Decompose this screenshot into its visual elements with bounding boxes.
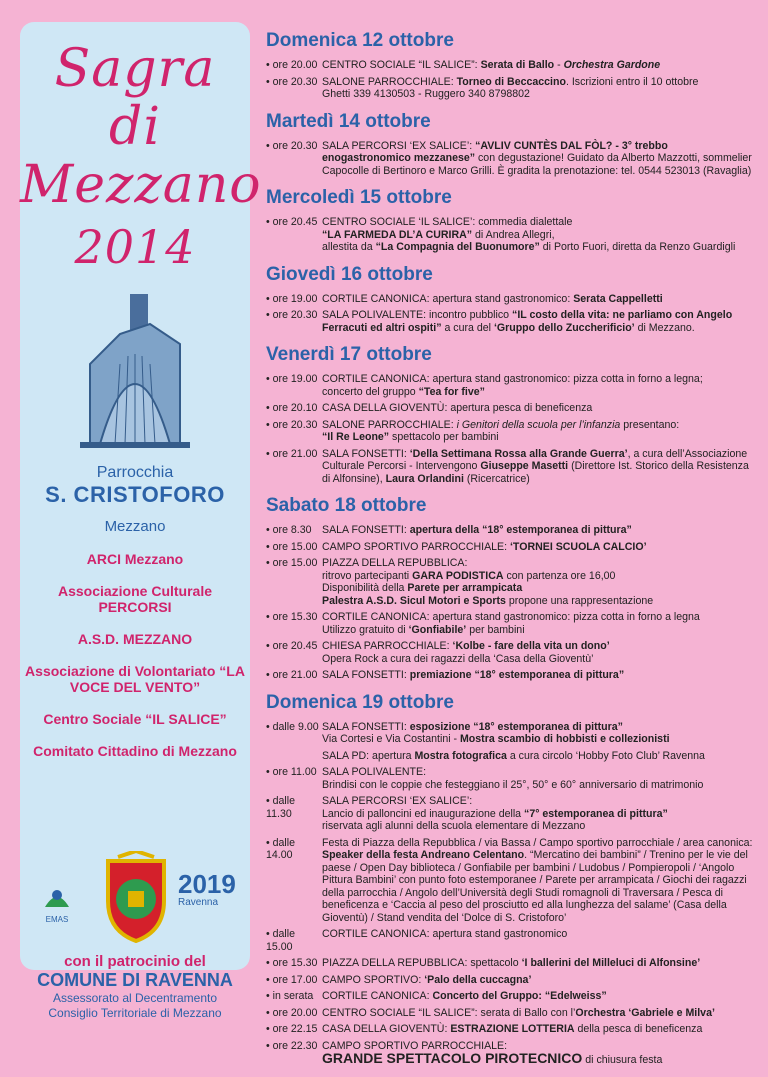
- event-row: [266, 1040, 756, 1067]
- event-row: [266, 76, 756, 101]
- event-time: • in serata: [266, 990, 314, 1002]
- event-row: [266, 419, 756, 444]
- day-section: [266, 111, 756, 178]
- logos-row: [20, 851, 250, 941]
- event-row: [266, 140, 756, 178]
- event-description: CAMPO SPORTIVO PARROCCHIALE: GRANDE SPETTACOLO PIROTECNICO di chiusura festa: [322, 1039, 663, 1066]
- event-description: CENTRO SOCIALE ‘IL SALICE’: commedia dialettale “LA FARMEDA DL’A CURIRA” di Andrea Allegri, allestita da “La Compagnia del Buonumore” di Porto Fuori, diretta da Renzo Guardigli: [322, 216, 736, 253]
- event-description: PIAZZA DELLA REPUBBLICA: spettacolo ‘I ballerini del Milleluci di Alfonsine’: [322, 957, 701, 969]
- day-section: [266, 264, 756, 335]
- event-row: [266, 640, 756, 665]
- day-section: [266, 495, 756, 682]
- day-heading: Venerdì 17 ottobre: [266, 344, 432, 365]
- event-time: • ore 20.00: [266, 1006, 318, 1019]
- org-comitato: Comitato Cittadino di Mezzano: [33, 743, 237, 759]
- event-time: • ore 20.45: [266, 216, 318, 228]
- ravenna-2019-logo: [178, 871, 234, 908]
- org-percorsi: Associazione Culturale PERCORSI: [57, 583, 213, 615]
- event-description: SALA POLIVALENTE: incontro pubblico “IL costo della vita: ne parliamo con Angelo Ferracuti ed altri ospiti” a cura del ‘Gruppo dello Zuccherificio’ di Mezzano.: [322, 309, 733, 334]
- event-description: SALA PD: apertura Mostra fotografica a cura circolo ‘Hobby Foto Club’ Ravenna: [322, 749, 705, 762]
- parrocchia-label: Parrocchia: [96, 464, 174, 481]
- event-description: SALONE PARROCCHIALE: i Genitori della scuola per l’infanzia presentano: “Il Re Leone” spettacolo per bambini: [322, 418, 680, 443]
- day-heading: Giovedì 16 ottobre: [266, 263, 433, 285]
- event-description: CHIESA PARROCCHIALE: ‘Kolbe - fare della vita un dono’ Opera Rock a cura dei ragazzi della ‘Casa della Gioventù’: [322, 640, 610, 665]
- event-row: [266, 541, 756, 554]
- event-time: • ore 15.00: [266, 540, 318, 553]
- event-description: CAMPO SPORTIVO PARROCCHIALE: ‘TORNEI SCUOLA CALCIO’: [322, 540, 647, 553]
- title-line2: Mezzano: [20, 155, 262, 215]
- event-description: SALA FONSETTI: esposizione “18° estemporanea di pittura” Via Cortesi e Via Costantini - Mostra scambio di hobbisti e collezionisti: [322, 720, 670, 745]
- event-row: [266, 524, 756, 537]
- event-row: [266, 750, 756, 763]
- assessorato-label: Assessorato al Decentramento: [52, 991, 218, 1005]
- ravenna-coat-of-arms-icon: [98, 851, 174, 943]
- event-row: [266, 402, 756, 415]
- event-row: [266, 974, 756, 987]
- parish-town: Mezzano: [104, 518, 166, 535]
- event-time: • ore 20.30: [266, 75, 318, 88]
- event-description: CENTRO SOCIALE “IL SALICE”: serata di Ballo con l’Orchestra ‘Gabriele e Milva’: [322, 1006, 715, 1019]
- event-time: • ore 20.10: [266, 402, 318, 414]
- emas-label: EMAS: [45, 915, 69, 924]
- event-time: • ore 20.30: [266, 139, 318, 152]
- event-description: Festa di Piazza della Repubblica / via Bassa / Campo sportivo parrocchiale / area canonica: Speaker della festa Andreano Celentano. “Mercatino dei bambini” / Trenino per le vie del paese / Open Day biblioteca / Gonfiabile per bambini / Ludobus / Pompieropoli / ‘Angolo Pittura Bambini’ con punto foto estemporanee / Parete per arrampicata / Giochi dei ragazzi della parrocchia / Angolo dell’Università degli Studi romagnoli di Traversara / Pesca di beneficenza e ‘Caccia al peso del prosciutto ed alla lunghezza del salame’ (Casa della Gioventù) / Stand vendita del ‘Dolce di S. Cristoforo’: [322, 836, 753, 924]
- event-time: • ore 22.15: [266, 1023, 318, 1035]
- event-row: [266, 928, 756, 953]
- day-section: [266, 30, 756, 101]
- event-description: SALA FONSETTI: ‘Della Settimana Rossa alla Grande Guerra’, a cura dell’Associazione Culturale Percorsi - Intervengono Giuseppe Masetti (Direttore Ist. Storico della Resistenza di Alfonsine), Laura Orlandini (Ricercatrice): [322, 447, 749, 485]
- event-description: CORTILE CANONICA: apertura stand gastronomico: [322, 928, 568, 940]
- day-section: [266, 344, 756, 485]
- event-time: • ore 20.30: [266, 418, 318, 431]
- event-description: CASA DELLA GIOVENTÙ: apertura pesca di beneficenza: [322, 402, 593, 414]
- patrocinio-label: con il patrocinio del: [64, 953, 206, 970]
- event-description: CASA DELLA GIOVENTÙ: ESTRAZIONE LOTTERIA della pesca di beneficenza: [322, 1023, 703, 1035]
- event-description: CORTILE CANONICA: Concerto del Gruppo: “Edelweiss”: [322, 990, 607, 1002]
- org-asd: A.S.D. MEZZANO: [77, 631, 193, 647]
- sidebar: [20, 22, 262, 1020]
- event-row: [266, 293, 756, 306]
- event-description: PIAZZA DELLA REPUBBLICA: ritrovo partecipanti GARA PODISTICA con partenza ore 16,00 Disponibilità della Parete per arrampicata Palestra A.S.D. Sicul Motori e Sports propone una rappresentazione: [322, 557, 654, 607]
- event-time: [266, 750, 322, 763]
- event-time: • ore 22.30: [266, 1039, 318, 1052]
- emas-logo: [34, 887, 80, 924]
- day-heading: Mercoledì 15 ottobre: [266, 187, 452, 208]
- day-section: [266, 187, 756, 254]
- org-arci: ARCI Mezzano: [86, 551, 184, 567]
- event-time: • ore 20.30: [266, 309, 318, 321]
- event-row: [266, 557, 756, 607]
- consiglio-label: Consiglio Territoriale di Mezzano: [48, 1006, 222, 1020]
- event-row: [266, 669, 756, 682]
- event-time: • ore 15.30: [266, 611, 318, 623]
- page-title: [20, 39, 262, 276]
- day-section: [266, 692, 756, 1067]
- event-time: • ore 21.00: [266, 447, 318, 460]
- event-row: [266, 611, 756, 636]
- event-description: CAMPO SPORTIVO: ‘Palo della cuccagna’: [322, 973, 532, 986]
- event-row: [266, 766, 756, 791]
- event-row: [266, 59, 756, 72]
- ravenna-2019-year: 2019: [178, 869, 236, 899]
- org-salice: Centro Sociale “IL SALICE”: [43, 711, 227, 727]
- event-time: • ore 11.00: [266, 766, 317, 778]
- day-heading: Martedì 14 ottobre: [266, 110, 431, 132]
- title-line1: Sagra di: [54, 39, 216, 157]
- church-illustration: [60, 294, 210, 454]
- event-row: [266, 216, 756, 254]
- event-time: • dalle 14.00: [266, 836, 296, 861]
- title-year: 2014: [74, 220, 196, 274]
- day-heading: Domenica 12 ottobre: [266, 30, 454, 51]
- event-description: SALA POLIVALENTE: Brindisi con le coppie che festeggiano il 25°, 50° e 60° anniversario di matrimonio: [322, 766, 704, 791]
- event-time: • ore 21.00: [266, 669, 318, 681]
- event-time: • dalle 11.30: [266, 795, 296, 820]
- event-description: SALA PERCORSI ‘EX SALICE’: “AVLIV CUNTÈS DAL FÒL? - 3° trebbo enogastronomico mezzanese” con degustazione! Guidato da Alberto Mazzotti, sommelier Capocolle di Bertinoro e Marco Grilli. È gradita la prenotazione: tel. 0544 523013 (Ravaglia): [322, 139, 752, 177]
- event-time: • ore 19.00: [266, 373, 318, 385]
- day-heading: Sabato 18 ottobre: [266, 495, 427, 516]
- org-voce-del-vento: Associazione di Volontariato “LA VOCE DEL VENTO”: [25, 663, 245, 695]
- ravenna-2019-label: Ravenna: [178, 897, 219, 908]
- event-row: [266, 957, 756, 970]
- event-description: CORTILE CANONICA: apertura stand gastronomico: Serata Cappelletti: [322, 292, 663, 305]
- event-description: CORTILE CANONICA: apertura stand gastronomico: pizza cotta in forno a legna; concerto del gruppo “Tea for five”: [322, 373, 703, 398]
- comune-name: COMUNE DI RAVENNA: [37, 970, 233, 990]
- event-time: • ore 8.30: [266, 524, 312, 536]
- event-time: • ore 20.00: [266, 59, 318, 71]
- day-heading: Domenica 19 ottobre: [266, 691, 454, 713]
- event-description: CORTILE CANONICA: apertura stand gastronomico: pizza cotta in forno a legna Utilizzo gratuito di ‘Gonfiabile’ per bambini: [322, 611, 700, 636]
- event-time: • ore 17.00: [266, 973, 318, 986]
- event-time: • ore 15.00: [266, 557, 318, 569]
- event-row: [266, 795, 756, 833]
- program-schedule: [266, 30, 756, 1077]
- event-time: • ore 15.30: [266, 957, 318, 969]
- event-row: [266, 309, 756, 334]
- event-row: [266, 1007, 756, 1020]
- event-time: • ore 19.00: [266, 292, 318, 305]
- event-row: [266, 448, 756, 486]
- event-row: [266, 990, 756, 1003]
- event-time: • dalle 15.00: [266, 928, 296, 953]
- event-row: [266, 373, 756, 398]
- event-description: SALA FONSETTI: premiazione “18° estemporanea di pittura”: [322, 669, 625, 681]
- event-description: SALA FONSETTI: apertura della “18° estemporanea di pittura”: [322, 524, 632, 536]
- event-description: SALA PERCORSI ‘EX SALICE’: Lancio di palloncini ed inaugurazione della “7° estemporanea di pittura” riservata agli alunni della scuola elementare di Mezzano: [322, 795, 668, 832]
- event-description: CENTRO SOCIALE “IL SALICE”: Serata di Ballo - Orchestra Gardone: [322, 59, 661, 71]
- event-time: • ore 20.45: [266, 640, 318, 652]
- event-row: [266, 721, 756, 746]
- event-time: • dalle 9.00: [266, 720, 319, 733]
- event-row: [266, 837, 756, 925]
- event-description: SALONE PARROCCHIALE: Torneo di Beccaccino. Iscrizioni entro il 10 ottobre Ghetti 339 4130503 - Ruggero 340 8798802: [322, 75, 699, 100]
- event-row: [266, 1023, 756, 1036]
- parish-name: S. CRISTOFORO: [45, 482, 225, 507]
